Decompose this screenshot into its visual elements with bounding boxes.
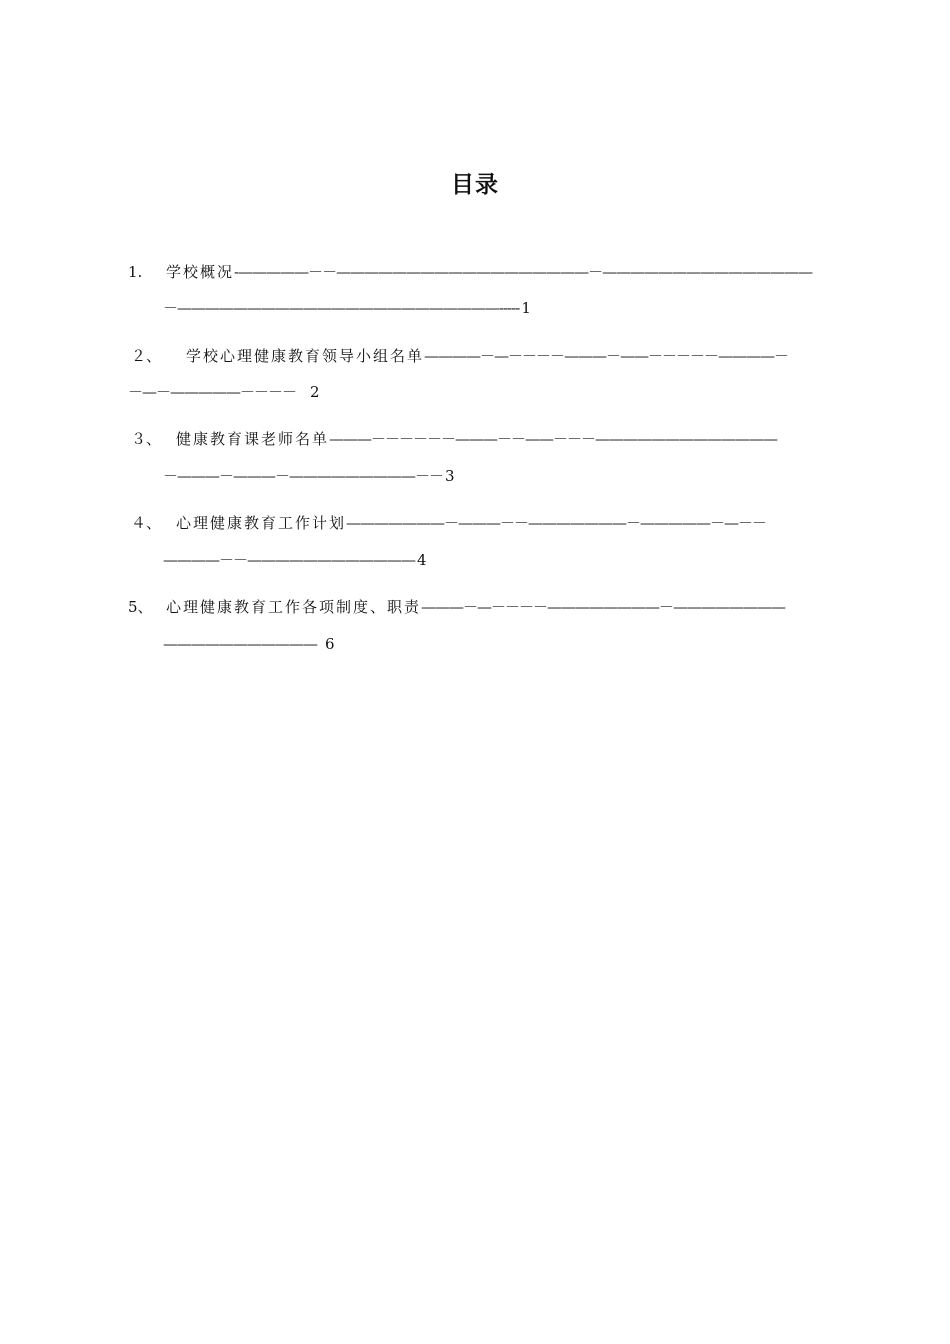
toc-title: 目录 [451,172,499,198]
toc-page-number: 6 [325,635,335,653]
toc-entry-label: 学校心理健康教育领导小组名单 [186,347,425,365]
toc-entry-number: ２、 [131,347,162,365]
toc-entry-4-line-2 [163,550,443,570]
toc-entry-3-line-1 [131,429,823,449]
toc-leader-dashes: ————－－———————————— [163,551,416,569]
toc-leader-dashes: ———－—－－－－————————－———————— [421,598,786,616]
toc-entry-label: 心理健康教育工作各项制度、职责 [166,598,422,616]
toc-page-number: 2 [310,383,320,401]
toc-leader-dashes: －—－—————－－－－ [128,383,297,401]
toc-leader-dashes: －———－———－—————————－－ [163,467,444,485]
toc-entry-label: 学校概况 [166,263,235,281]
toc-entry-2-line-2 [128,382,338,402]
toc-entry-5-line-2 [163,634,343,654]
toc-leader-dashes: －———————————————————————----- [163,299,520,317]
toc-entry-1-line-1 [128,262,813,282]
toc-entry-label: 健康教育课老师名单 [176,430,330,448]
toc-leader-dashes: ———－－－－－－———－－——－－－————————————— [329,430,778,448]
toc-entry-1-line-2 [163,298,531,318]
toc-leader-dashes: ———————－———－－———————－—————－—－－ [346,514,767,532]
toc-leader-dashes: -—————－－——————————————————－——————————————— [234,263,813,281]
toc-entry-number: 1. [128,263,143,281]
toc-entry-number: ３、 [131,430,162,448]
toc-page-number: 1 [521,299,531,317]
toc-entry-label: 心理健康教育工作计划 [176,514,347,532]
toc-entry-number: 5、 [128,598,153,616]
toc-entry-4-line-1 [131,513,819,533]
toc-entry-3-line-2 [163,466,463,486]
toc-entry-5-line-1 [128,597,813,617]
toc-leader-dashes: ————－—－－－－———－——－－－－－————－ [424,347,789,365]
toc-entry-2-line-1 [131,346,829,366]
toc-page-number: 4 [417,551,427,569]
toc-leader-dashes: ——————————— [163,635,317,653]
toc-page-number: 3 [445,467,455,485]
toc-entry-number: ４、 [131,514,162,532]
